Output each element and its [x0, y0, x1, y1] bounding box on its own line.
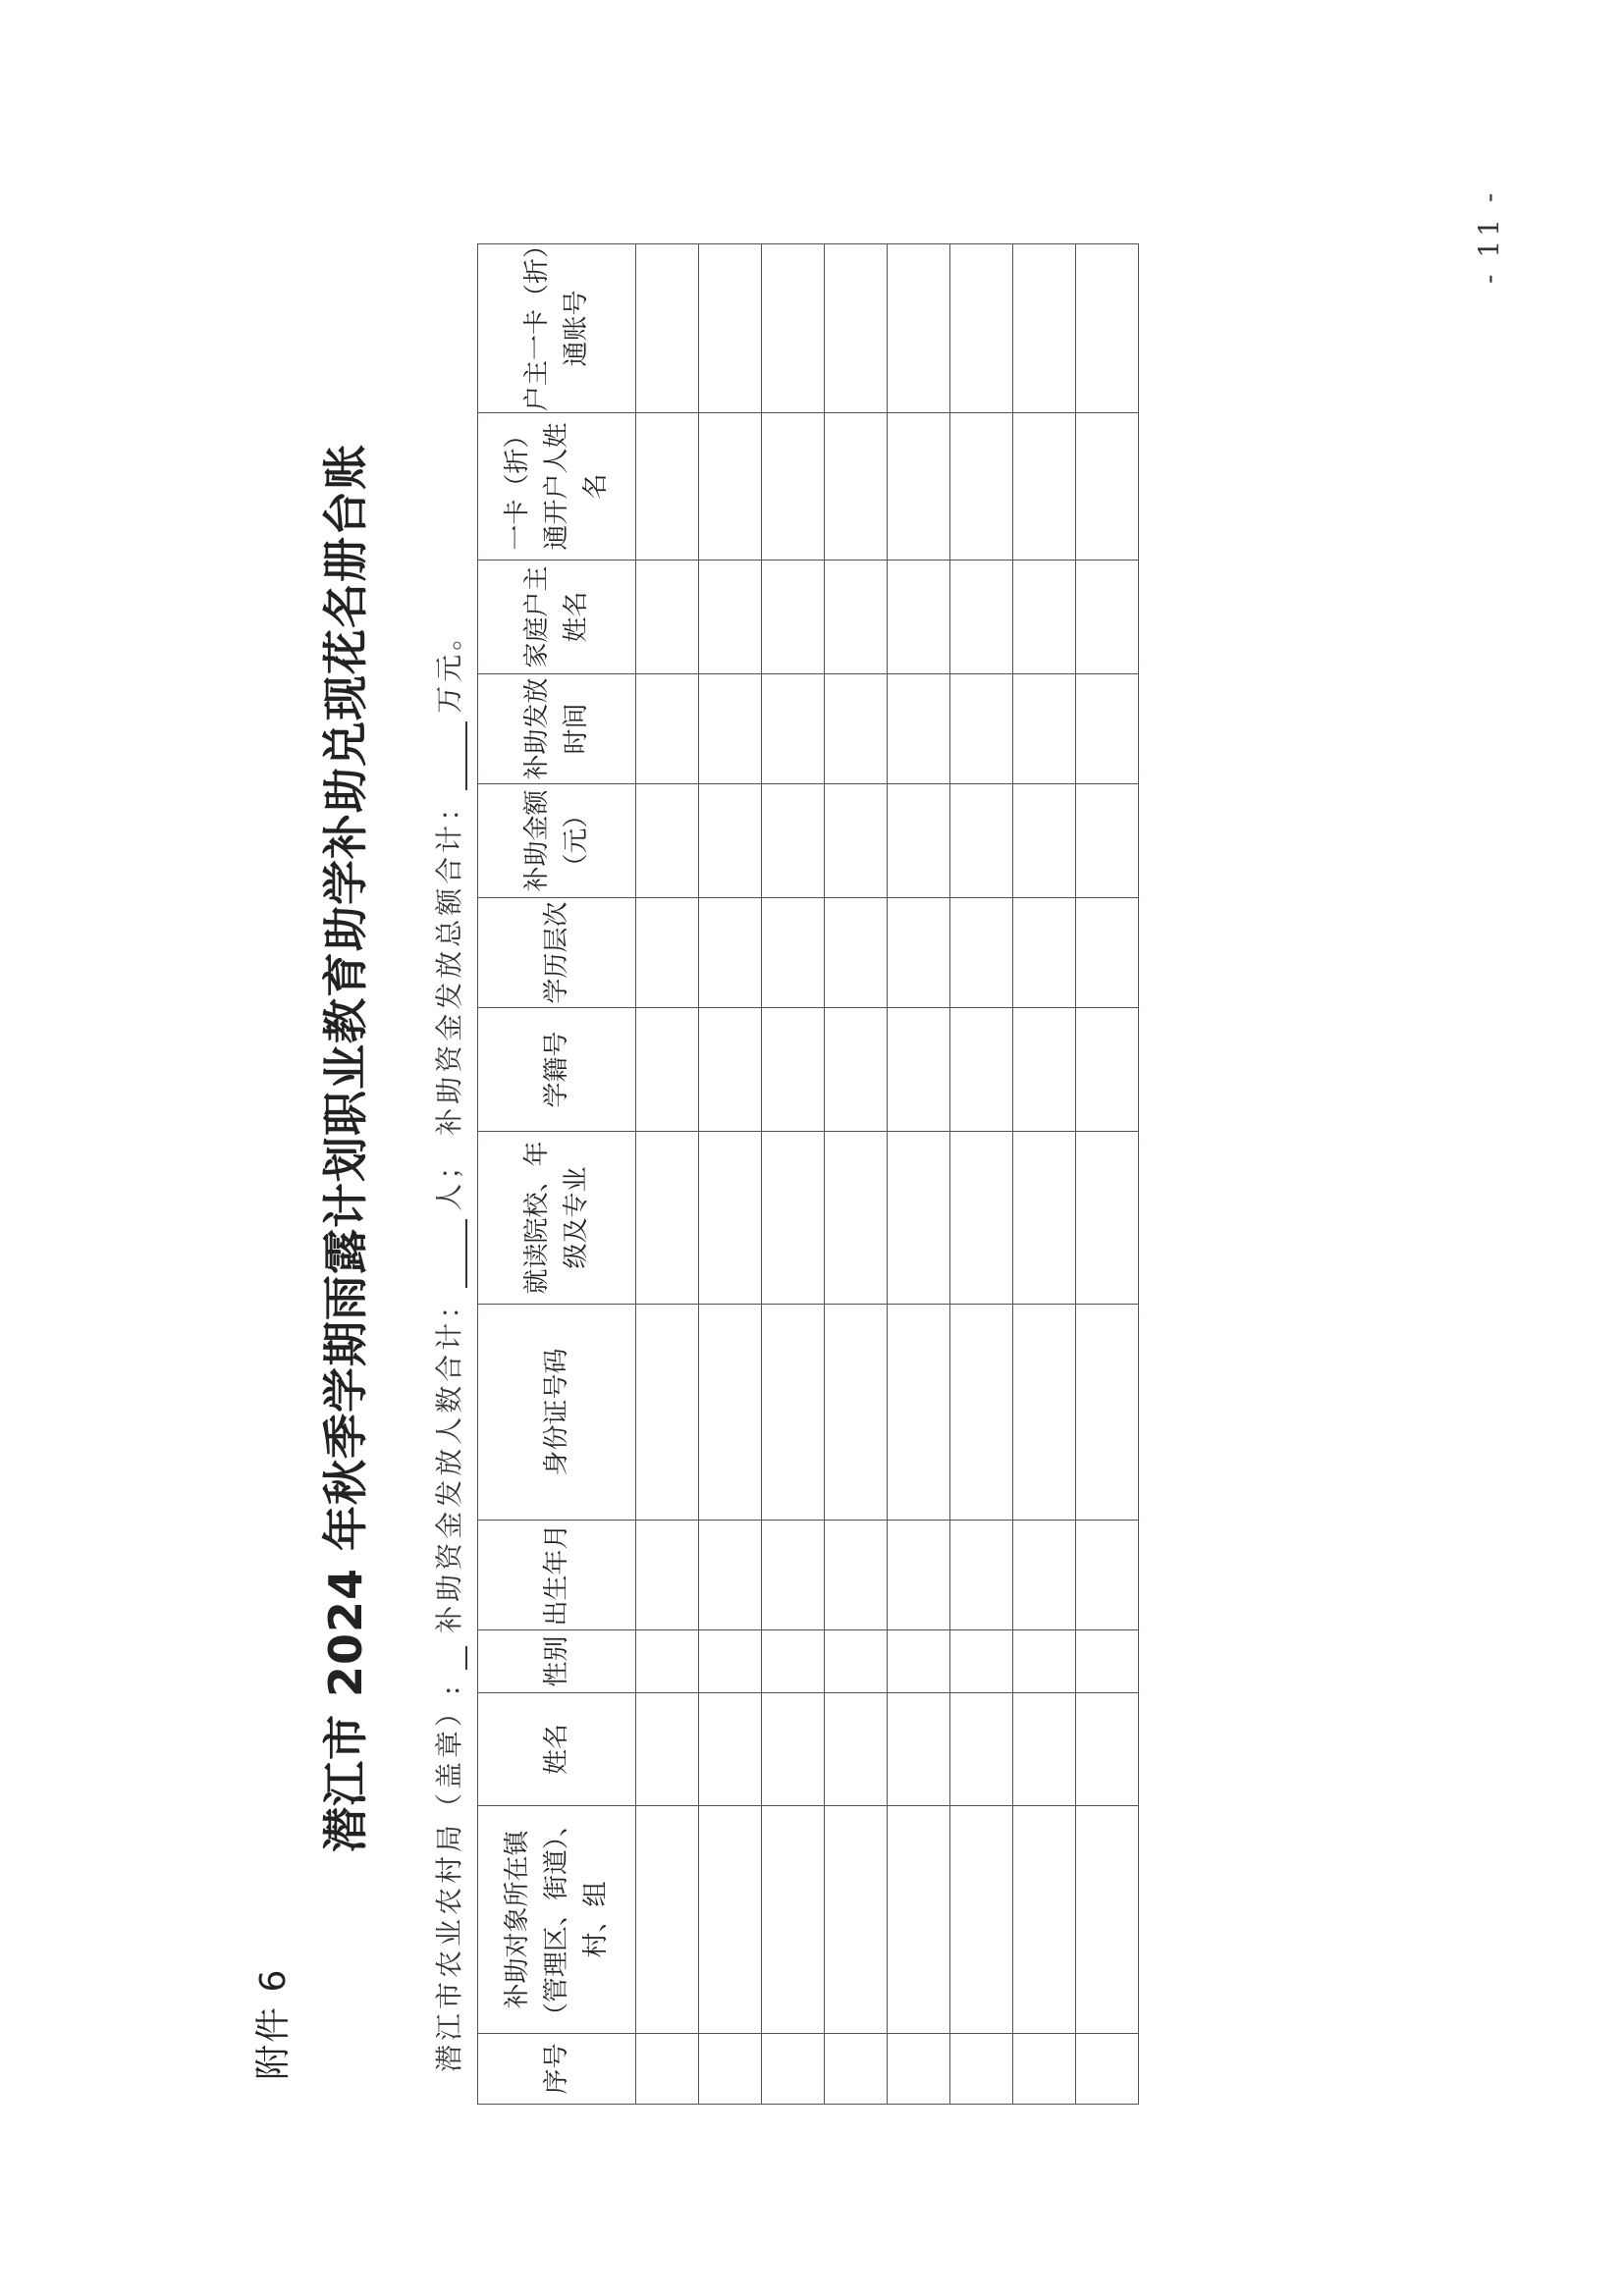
document-title: 潜江市 2024 年秋季学期雨露计划职业教育助学补助兑现花名册台账	[319, 443, 372, 1853]
table-cell	[699, 244, 762, 413]
table-cell	[1076, 674, 1139, 784]
blank-underline	[440, 1646, 467, 1670]
table-cell	[762, 2034, 825, 2105]
table-cell	[762, 784, 825, 898]
table-cell	[762, 413, 825, 561]
table-cell	[888, 244, 950, 413]
table-cell	[1076, 784, 1139, 898]
table-cell	[762, 1521, 825, 1630]
table-cell	[825, 561, 888, 674]
table-cell	[636, 2034, 699, 2105]
table-cell	[1013, 898, 1076, 1008]
table-cell	[636, 1693, 699, 1806]
table-cell	[1013, 1008, 1076, 1132]
table-cell	[699, 1806, 762, 2034]
table-cell	[762, 1305, 825, 1521]
table-cell	[1013, 413, 1076, 561]
table-cell	[1076, 1806, 1139, 2034]
header-cell: 姓名	[478, 1693, 636, 1806]
table-cell	[825, 898, 888, 1008]
ledger-table	[477, 243, 1139, 2105]
table-cell	[636, 1806, 699, 2034]
table-cell	[762, 674, 825, 784]
header-cell: 学历层次	[478, 898, 636, 1008]
attachment-label: 附件 6	[253, 1967, 294, 2080]
amount-total-label: 补助资金发放总额合计：	[433, 789, 465, 1136]
header-cell: 学籍号	[478, 1008, 636, 1132]
table-cell	[1076, 561, 1139, 674]
table-cell	[888, 561, 950, 674]
table-cell	[699, 674, 762, 784]
header-cell: 一卡（折）通开户人姓名	[478, 413, 636, 561]
people-count-label: 补助资金发放人数合计：	[433, 1287, 465, 1633]
table-cell	[950, 1630, 1013, 1693]
amount-total-blank	[440, 721, 467, 790]
table-cell	[762, 898, 825, 1008]
table-cell	[825, 1806, 888, 2034]
header-cell: 补助对象所在镇（管理区、街道）、村、组	[478, 1806, 636, 2034]
table-cell	[636, 674, 699, 784]
table-cell	[950, 1132, 1013, 1305]
header-cell: 身份证号码	[478, 1305, 636, 1521]
header-cell: 性别	[478, 1630, 636, 1693]
table-cell	[825, 674, 888, 784]
table-cell	[1013, 1132, 1076, 1305]
table-cell	[1076, 1132, 1139, 1305]
table-cell	[1076, 2034, 1139, 2105]
table-cell	[636, 898, 699, 1008]
table-cell	[636, 244, 699, 413]
table-cell	[636, 1008, 699, 1132]
table-cell	[888, 1630, 950, 1693]
table-cell	[1076, 1630, 1139, 1693]
table-header-row	[478, 244, 636, 2105]
table-cell	[636, 1630, 699, 1693]
table-cell	[888, 1132, 950, 1305]
header-cell: 出生年月	[478, 1521, 636, 1630]
people-unit: 人；	[433, 1148, 465, 1211]
table-cell	[762, 1132, 825, 1305]
table-cell	[825, 244, 888, 413]
table-cell	[950, 1521, 1013, 1630]
table-cell	[888, 898, 950, 1008]
table-cell	[950, 413, 1013, 561]
header-cell: 补助金额（元）	[478, 784, 636, 898]
table-cell	[636, 1521, 699, 1630]
table-cell	[762, 1806, 825, 2034]
table-cell	[1013, 561, 1076, 674]
header-cell: 就读院校、年级及专业	[478, 1132, 636, 1305]
table-cell	[825, 1630, 888, 1693]
table-cell	[1013, 1806, 1076, 2034]
agency-stamp-label: 潜江市农业农村局（盖章）:	[433, 1682, 465, 2072]
table-row	[950, 244, 1013, 2105]
table-cell	[950, 898, 1013, 1008]
table-row	[699, 244, 762, 2105]
table-cell	[950, 561, 1013, 674]
table-row	[762, 244, 825, 2105]
table-cell	[888, 784, 950, 898]
table-cell	[636, 784, 699, 898]
table-cell	[888, 1521, 950, 1630]
table-cell	[825, 1693, 888, 1806]
table-cell	[888, 413, 950, 561]
table-cell	[1076, 898, 1139, 1008]
table-cell	[1076, 1008, 1139, 1132]
table-cell	[762, 244, 825, 413]
table-cell	[699, 561, 762, 674]
table-cell	[888, 674, 950, 784]
table-cell	[1013, 784, 1076, 898]
summary-line	[428, 619, 467, 2072]
table-cell	[950, 2034, 1013, 2105]
table-cell	[762, 561, 825, 674]
table-cell	[1013, 2034, 1076, 2105]
page-number: - 11 -	[1473, 188, 1505, 284]
table-cell	[1013, 1630, 1076, 1693]
table-cell	[825, 1521, 888, 1630]
table-cell	[1013, 1693, 1076, 1806]
table-cell	[1013, 244, 1076, 413]
table-cell	[950, 784, 1013, 898]
table-cell	[699, 784, 762, 898]
table-cell	[888, 2034, 950, 2105]
table-cell	[950, 1806, 1013, 2034]
table-cell	[1076, 244, 1139, 413]
table-cell	[699, 1008, 762, 1132]
header-cell: 户主一卡（折）通账号	[478, 244, 636, 413]
table-cell	[888, 1008, 950, 1132]
table-cell	[699, 2034, 762, 2105]
table-cell	[888, 1806, 950, 2034]
table-cell	[699, 1630, 762, 1693]
table-cell	[762, 1693, 825, 1806]
table-cell	[636, 1132, 699, 1305]
table-cell	[699, 898, 762, 1008]
header-cell: 补助发放时间	[478, 674, 636, 784]
table-cell	[1013, 1521, 1076, 1630]
table-cell	[888, 1693, 950, 1806]
header-cell: 家庭户主姓名	[478, 561, 636, 674]
table-cell	[636, 413, 699, 561]
table-cell	[950, 244, 1013, 413]
amount-unit: 万元。	[433, 618, 465, 714]
table-row	[888, 244, 950, 2105]
table-cell	[825, 1305, 888, 1521]
table-cell	[1013, 674, 1076, 784]
table-cell	[1076, 1693, 1139, 1806]
table-cell	[825, 784, 888, 898]
table-cell	[825, 2034, 888, 2105]
table-cell	[1076, 1521, 1139, 1630]
table-row	[1076, 244, 1139, 2105]
table-cell	[762, 1008, 825, 1132]
table-cell	[699, 1521, 762, 1630]
table-row	[1013, 244, 1076, 2105]
table-row	[636, 244, 699, 2105]
table-cell	[699, 1132, 762, 1305]
table-cell	[636, 1305, 699, 1521]
table-cell	[762, 1630, 825, 1693]
table-cell	[699, 1693, 762, 1806]
table-body	[636, 244, 1139, 2105]
table-cell	[888, 1305, 950, 1521]
people-count-blank	[440, 1219, 467, 1288]
table-cell	[1013, 1305, 1076, 1521]
table-cell	[950, 1305, 1013, 1521]
table-cell	[699, 413, 762, 561]
table-cell	[950, 674, 1013, 784]
table-cell	[950, 1008, 1013, 1132]
header-cell: 序号	[478, 2034, 636, 2105]
table-cell	[1076, 1305, 1139, 1521]
table-cell	[1076, 413, 1139, 561]
table-cell	[825, 1008, 888, 1132]
table-row	[825, 244, 888, 2105]
table-cell	[699, 1305, 762, 1521]
table-cell	[825, 413, 888, 561]
table-cell	[950, 1693, 1013, 1806]
table-cell	[636, 561, 699, 674]
table-cell	[825, 1132, 888, 1305]
